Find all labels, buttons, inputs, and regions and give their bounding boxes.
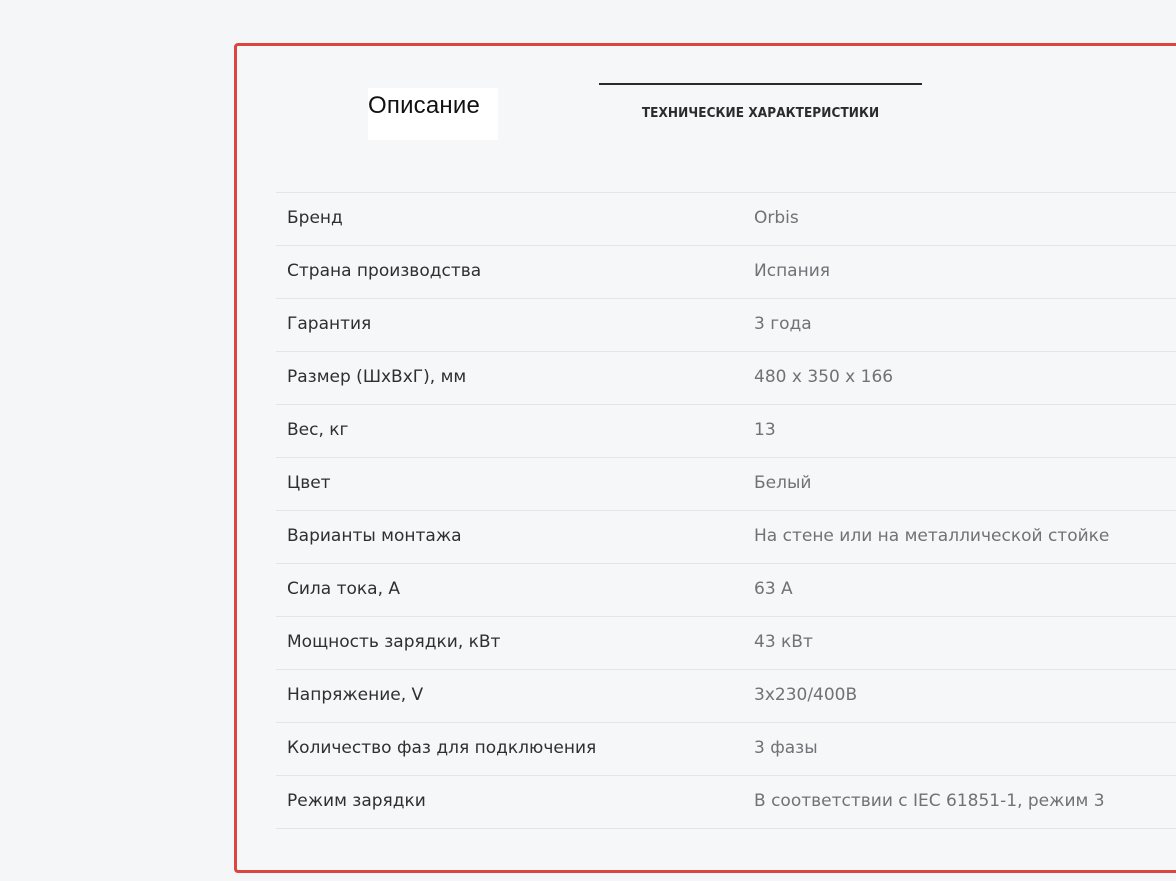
spec-value: На стене или на металлической стойке	[754, 526, 1110, 546]
tab-description[interactable]	[368, 88, 498, 140]
spec-value: 63 А	[754, 579, 793, 599]
spec-key: Напряжение, V	[287, 685, 424, 705]
spec-key: Режим зарядки	[287, 791, 426, 811]
spec-key: Гарантия	[287, 314, 372, 334]
spec-value: 3 года	[754, 314, 812, 334]
spec-row-color	[276, 457, 1176, 510]
spec-value: 3х230/400В	[754, 685, 858, 705]
specifications-table	[276, 192, 1176, 881]
spec-value: Orbis	[754, 208, 799, 228]
spec-row-power	[276, 616, 1176, 669]
spec-key: Сила тока, А	[287, 579, 401, 599]
spec-row-charging-mode	[276, 775, 1176, 828]
spec-value: Испания	[754, 261, 830, 281]
tab-specifications-label: ТЕХНИЧЕСКИЕ ХАРАКТЕРИСТИКИ	[641, 106, 880, 121]
spec-key: Количество фаз для подключения	[287, 738, 597, 758]
spec-value: 13	[754, 420, 776, 440]
spec-row-current	[276, 563, 1176, 616]
spec-value: В соответствии с IEC 61851-1, режим 3	[754, 791, 1105, 811]
spec-key: Страна производства	[287, 261, 482, 281]
spec-key: Варианты монтажа	[287, 526, 462, 546]
spec-value: Белый	[754, 473, 812, 493]
spec-row-end-divider	[276, 828, 1176, 881]
spec-key: Вес, кг	[287, 420, 349, 440]
spec-key: Бренд	[287, 208, 343, 228]
spec-key: Цвет	[287, 473, 331, 493]
spec-row-warranty	[276, 298, 1176, 351]
spec-row-voltage	[276, 669, 1176, 722]
spec-row-brand	[276, 192, 1176, 245]
spec-value: 3 фазы	[754, 738, 818, 758]
tab-description-label: Описание	[368, 92, 481, 119]
spec-value: 480 х 350 х 166	[754, 367, 894, 387]
spec-row-weight	[276, 404, 1176, 457]
tab-specifications[interactable]	[599, 83, 922, 135]
spec-row-country	[276, 245, 1176, 298]
spec-row-size	[276, 351, 1176, 404]
spec-value: 43 кВт	[754, 632, 813, 652]
spec-key: Размер (ШхВхГ), мм	[287, 367, 467, 387]
spec-row-mounting	[276, 510, 1176, 563]
spec-row-phases	[276, 722, 1176, 775]
spec-key: Мощность зарядки, кВт	[287, 632, 501, 652]
